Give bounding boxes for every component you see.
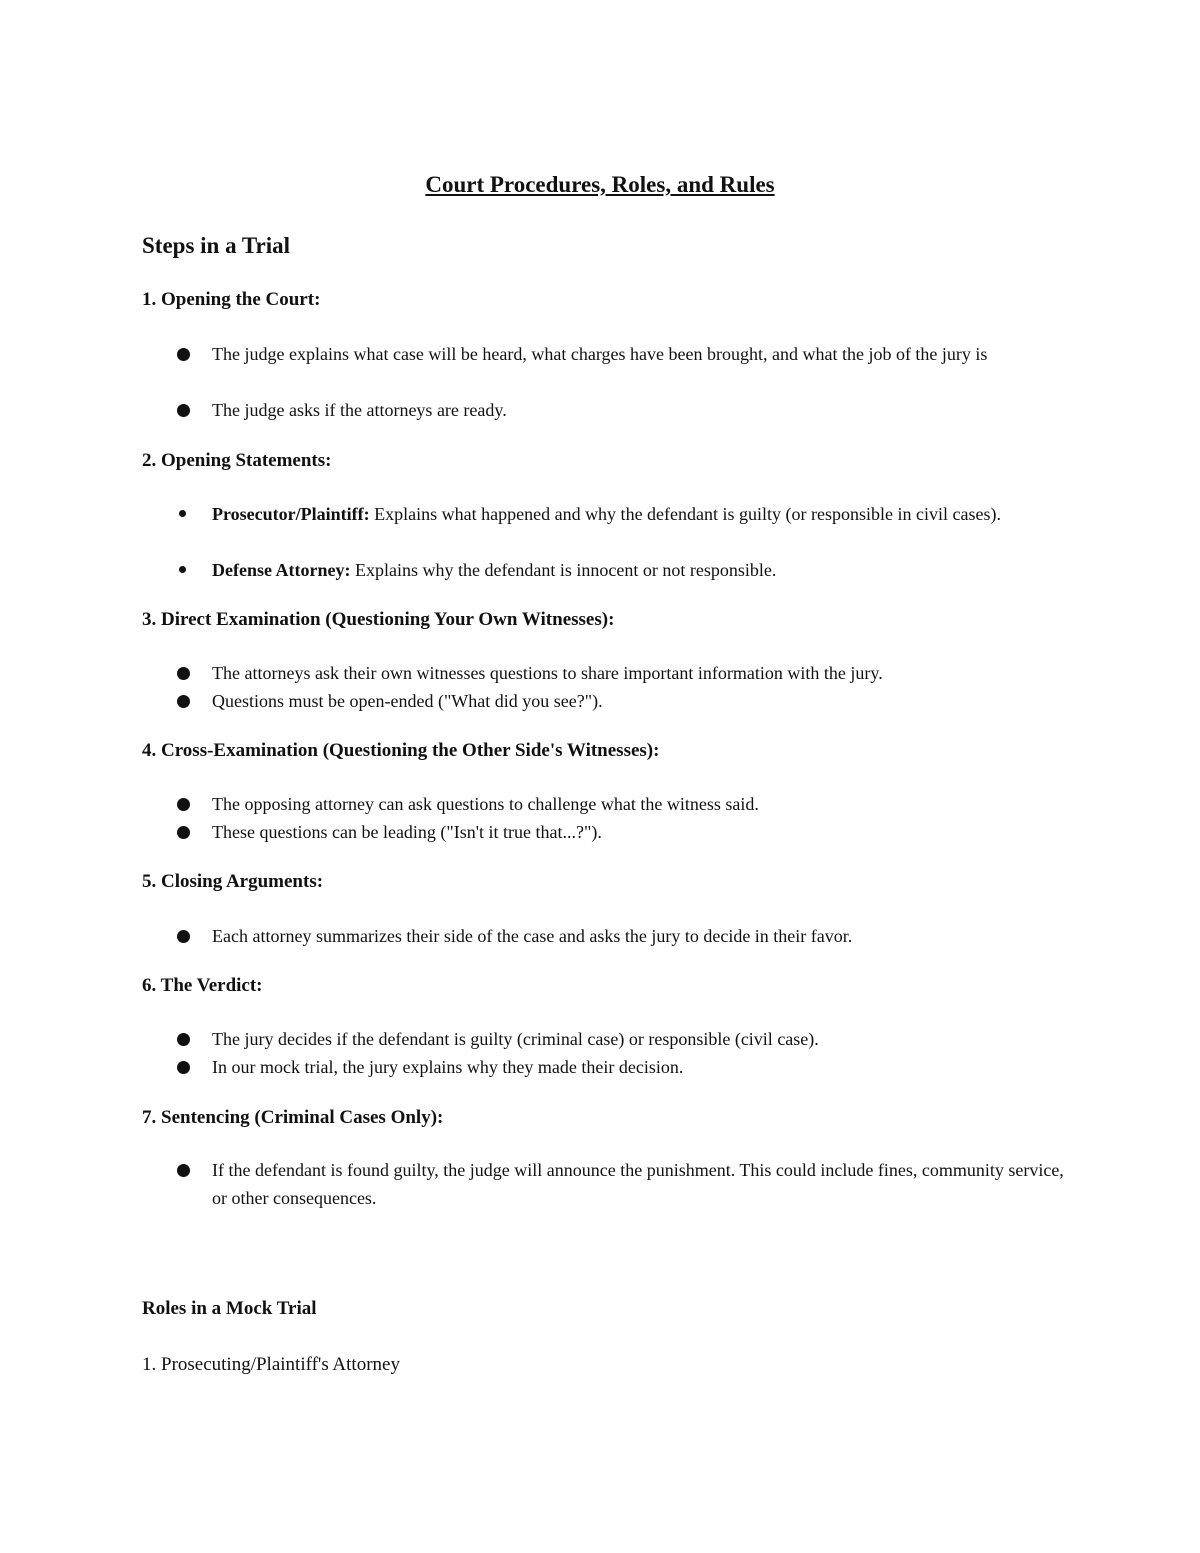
list-item: The opposing attorney can ask questions to challenge what the witness said. [212, 794, 759, 814]
list-item: The jury decides if the defendant is guilty (criminal case) or responsible (civil case). [212, 1029, 819, 1049]
bullet-dot-icon [177, 1061, 190, 1074]
document-title: Court Procedures, Roles, and Rules [425, 172, 775, 197]
step-heading-cross-examination: 4. Cross-Examination (Questioning the Other Side's Witnesses): [142, 740, 660, 761]
bullet-dot-icon [177, 798, 190, 811]
list-item [212, 556, 1072, 584]
bullet-label: Defense Attorney: [212, 560, 351, 580]
list-item: In our mock trial, the jury explains why they made their decision. [212, 1057, 684, 1077]
list-item: Each attorney summarizes their side of the case and asks the jury to decide in their favor. [212, 926, 853, 946]
bullet-dot-icon [177, 404, 190, 417]
bullet-dot-icon [177, 930, 190, 943]
bullet-label: Prosecutor/Plaintiff: [212, 504, 370, 524]
list-item: These questions can be leading ("Isn't it true that...?"). [212, 822, 602, 842]
bullet-text: Explains what happened and why the defendant is guilty (or responsible in civil cases). [369, 504, 1001, 524]
list-item: The attorneys ask their own witnesses questions to share important information with the jury. [212, 663, 883, 683]
steps-section-title: Steps in a Trial [142, 233, 291, 258]
bullet-dot-icon [177, 1164, 190, 1177]
bullet-dot-icon [179, 510, 186, 517]
bullet-dot-icon [179, 566, 186, 573]
bullet-dot-icon [177, 667, 190, 680]
step-heading-direct-examination: 3. Direct Examination (Questioning Your Own Witnesses): [142, 609, 615, 630]
roles-section-title: Roles in a Mock Trial [142, 1298, 317, 1319]
step-heading-opening-statements: 2. Opening Statements: [142, 450, 332, 471]
step-heading-verdict: 6. The Verdict: [142, 975, 263, 996]
bullet-text: Explains why the defendant is innocent or not responsible. [350, 560, 777, 580]
bullet-dot-icon [177, 695, 190, 708]
step-heading-opening-court: 1. Opening the Court: [142, 289, 321, 310]
role-item-prosecuting-attorney: 1. Prosecuting/Plaintiff's Attorney [142, 1354, 400, 1375]
list-item: The judge asks if the attorneys are ready. [212, 400, 507, 420]
list-item: If the defendant is found guilty, the judge will announce the punishment. This could include fines, community service, or other consequences. [212, 1160, 1064, 1208]
bullet-dot-icon [177, 1033, 190, 1046]
list-item [212, 500, 1072, 528]
step-heading-sentencing: 7. Sentencing (Criminal Cases Only): [142, 1107, 444, 1128]
list-item: Questions must be open-ended ("What did you see?"). [212, 691, 603, 711]
bullet-dot-icon [177, 826, 190, 839]
step-heading-closing-arguments: 5. Closing Arguments: [142, 871, 324, 892]
bullet-dot-icon [177, 348, 190, 361]
list-item: The judge explains what case will be heard, what charges have been brought, and what the job of the jury is [212, 344, 988, 364]
